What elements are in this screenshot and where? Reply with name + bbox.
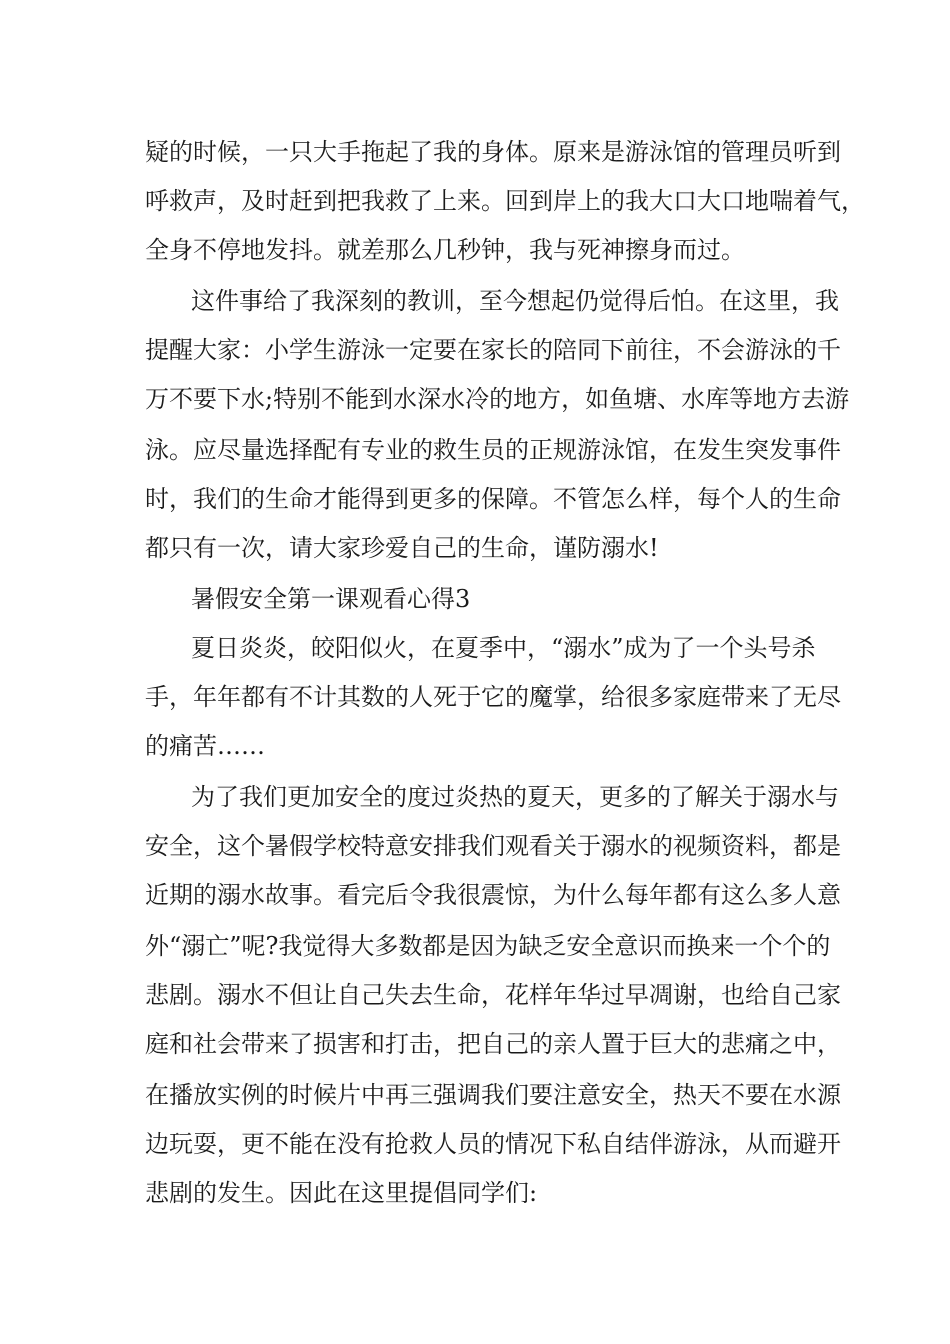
text-line: 万不要下水;特别不能到水深水冷的地方，如鱼塘、水库等地方去游: [145, 385, 850, 413]
text-line: 边玩耍，更不能在没有抢救人员的情况下私自结伴游泳，从而避开: [145, 1130, 841, 1158]
text-line: 在播放实例的时候片中再三强调我们要注意安全，热天不要在水源: [145, 1081, 841, 1109]
text-line: 手，年年都有不计其数的人死于它的魔掌，给很多家庭带来了无尽: [145, 683, 841, 711]
text-line: 疑的时候，一只大手拖起了我的身体。原来是游泳馆的管理员听到: [145, 138, 841, 166]
text-line: 的痛苦……: [145, 732, 265, 760]
text-line: 庭和社会带来了损害和打击，把自己的亲人置于巨大的悲痛之中，: [145, 1030, 841, 1058]
text-line: 这件事给了我深刻的教训，至今想起仍觉得后怕。在这里，我: [191, 287, 839, 315]
text-line: 为了我们更加安全的度过炎热的夏天，更多的了解关于溺水与: [191, 783, 839, 811]
text-line: 悲剧的发生。因此在这里提倡同学们:: [145, 1179, 538, 1207]
text-line: 呼救声，及时赶到把我救了上来。回到岸上的我大口大口地喘着气，: [145, 187, 865, 215]
text-line: 都只有一次，请大家珍爱自己的生命，谨防溺水!: [145, 534, 659, 562]
section-heading: 暑假安全第一课观看心得3: [191, 585, 471, 613]
text-line: 全身不停地发抖。就差那么几秒钟，我与死神擦身而过。: [145, 236, 745, 264]
text-line: 悲剧。溺水不但让自己失去生命，花样年华过早凋谢，也给自己家: [145, 981, 841, 1009]
text-line: 安全，这个暑假学校特意安排我们观看关于溺水的视频资料，都是: [145, 832, 841, 860]
text-line: 时，我们的生命才能得到更多的保障。不管怎么样，每个人的生命: [145, 485, 841, 513]
text-line: 泳。应尽量选择配有专业的救生员的正规游泳馆，在发生突发事件: [145, 436, 841, 464]
text-line: 外“溺亡”呢?我觉得大多数都是因为缺乏安全意识而换来一个个的: [145, 932, 831, 960]
text-line: 夏日炎炎，皎阳似火，在夏季中，“溺水”成为了一个头号杀: [191, 634, 816, 662]
text-line: 提醒大家：小学生游泳一定要在家长的陪同下前往，不会游泳的千: [145, 336, 841, 364]
text-line: 近期的溺水故事。看完后令我很震惊，为什么每年都有这么多人意: [145, 881, 841, 909]
